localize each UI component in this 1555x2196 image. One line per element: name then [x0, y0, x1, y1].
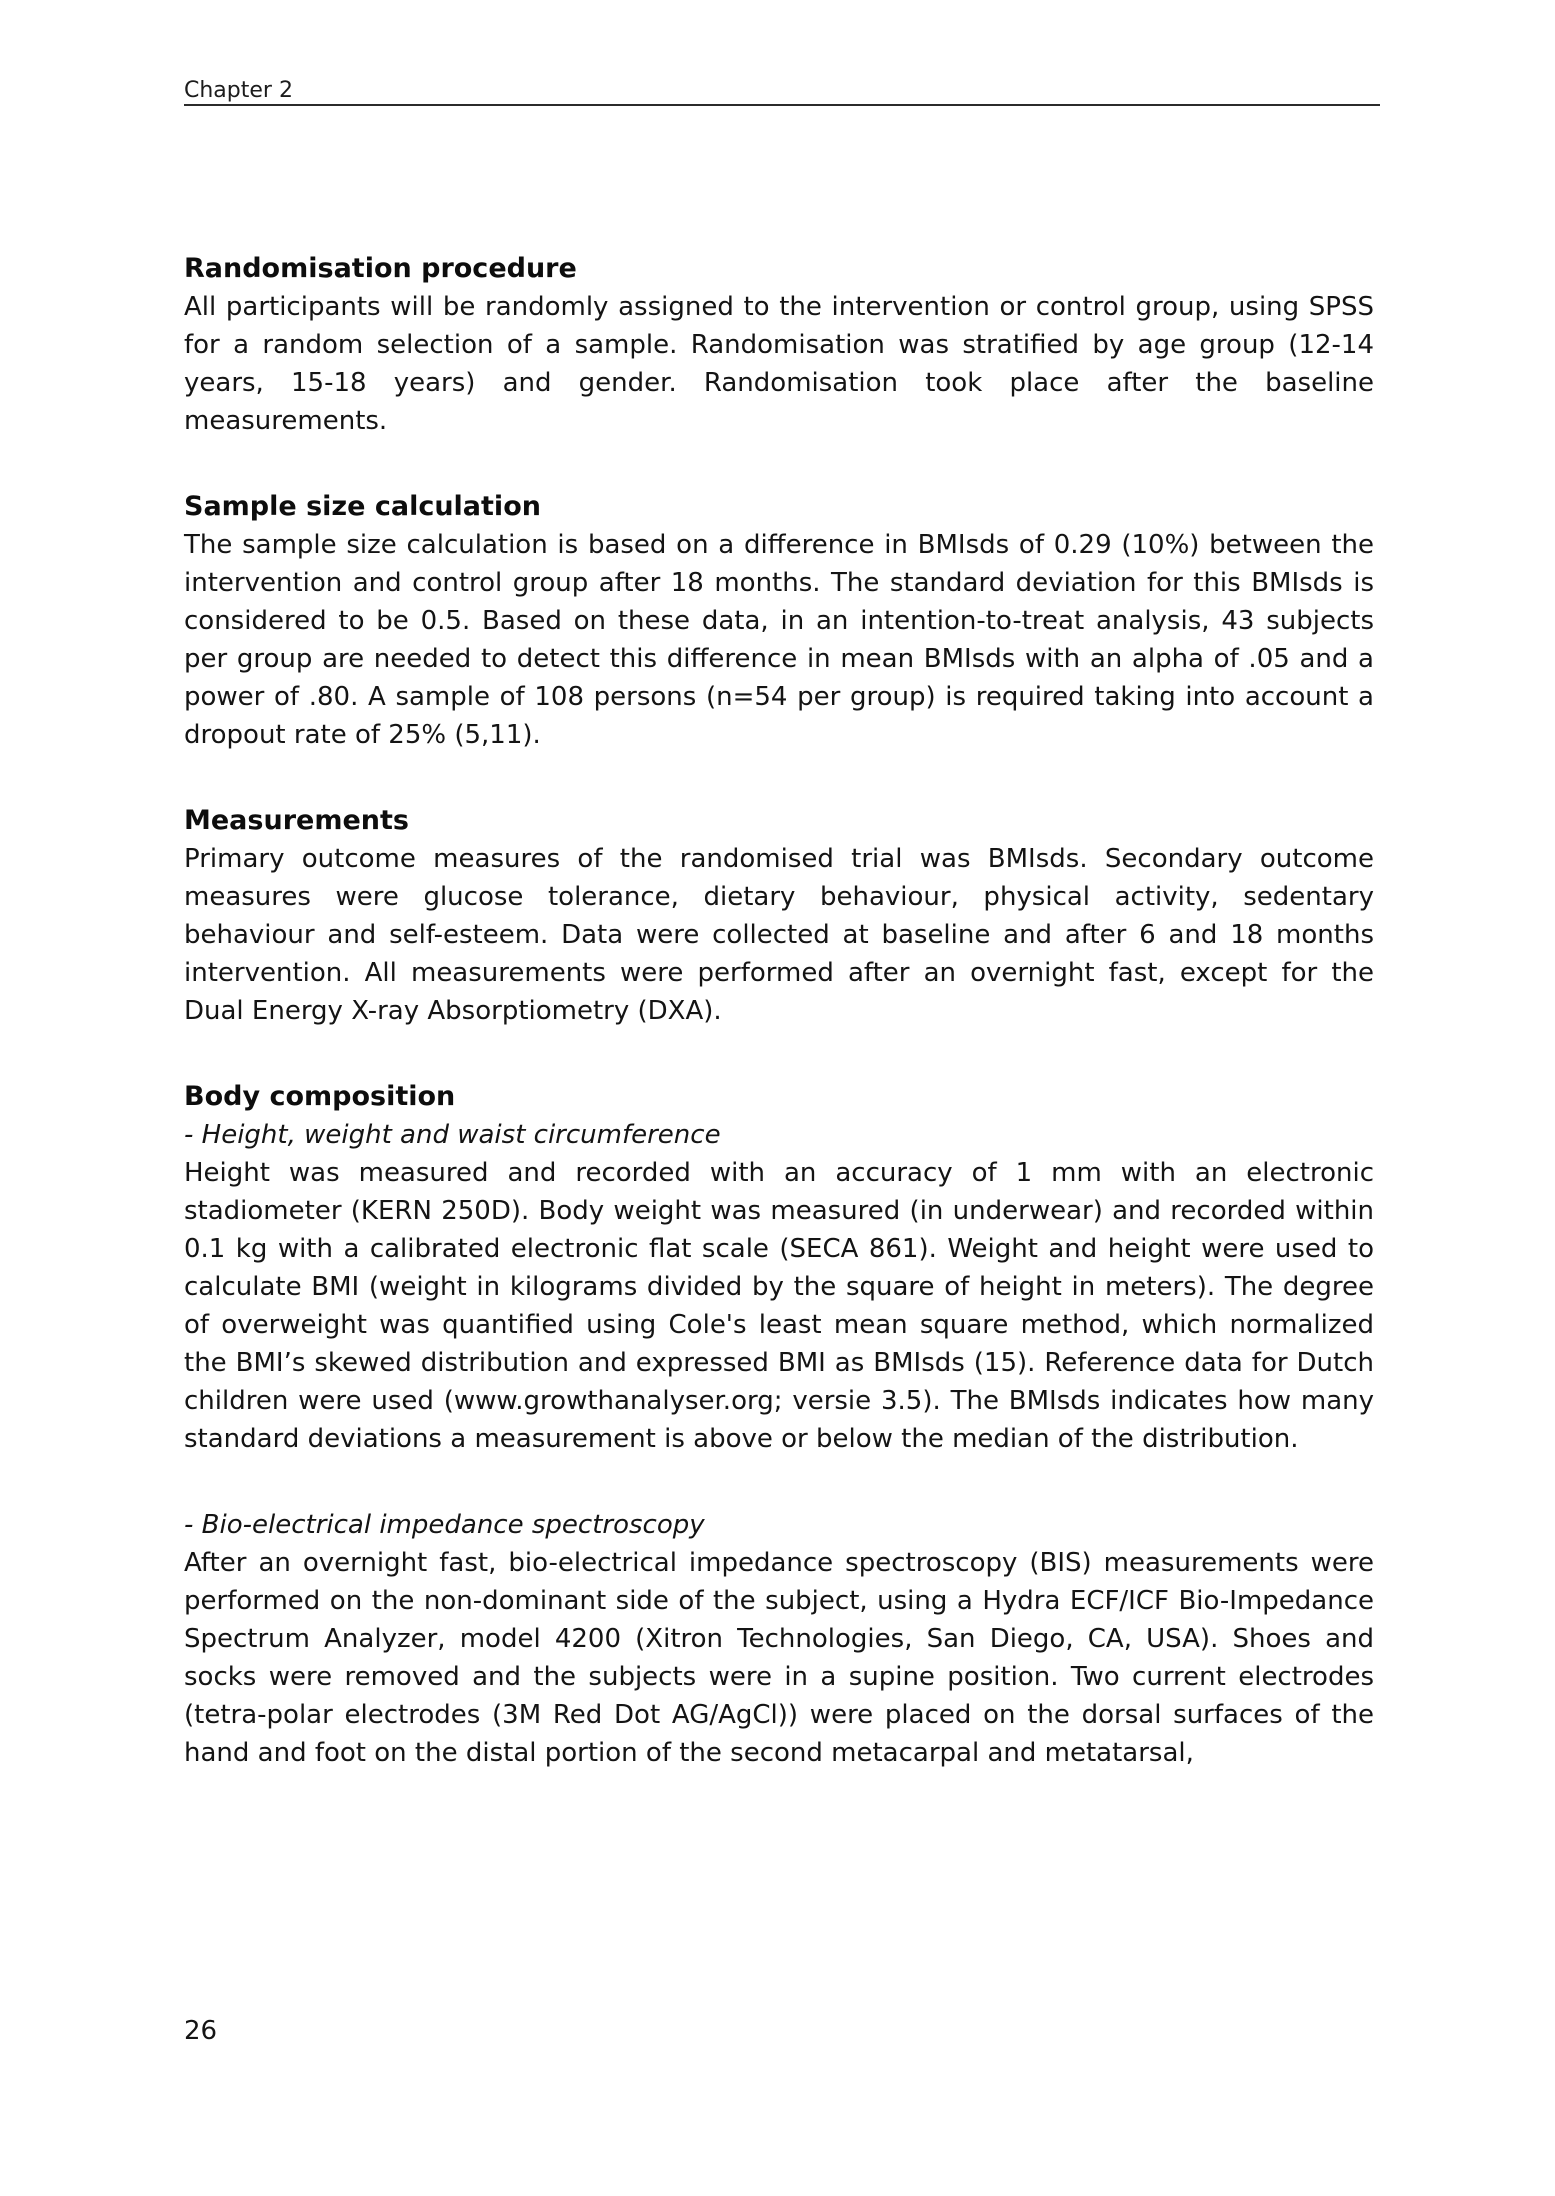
- section-heading-randomisation-procedure: Randomisation procedure: [184, 253, 577, 284]
- page-number: 26: [184, 2016, 218, 2046]
- section-randomisation-procedure: [184, 250, 1374, 440]
- section-subheading-height-weight-waist: - Height, weight and waist circumference: [184, 1120, 721, 1150]
- section-sample-size-calculation: [184, 488, 1374, 754]
- section-body-composition: [184, 1078, 1374, 1458]
- section-subheading-bio-electrical-impedance: - Bio-electrical impedance spectroscopy: [184, 1510, 705, 1540]
- section-paragraph: The sample size calculation is based on a difference in BMIsds of 0.29 (10%) between the intervention and control group after 18 months. The standard deviation for this BMIsds is considered to be 0.5. Based on these data, in an intention-to-treat analysis, 43 subjects per group are needed to detect this difference in mean BMIsds with an alpha of .05 and a power of .80. A sample of 108 persons (n=54 per group) is required taking into account a dropout rate of 25% (5,11).: [184, 530, 1374, 750]
- section-heading-measurements: Measurements: [184, 805, 409, 836]
- section-paragraph: All participants will be randomly assigned to the intervention or control group, using SPSS for a random selection of a sample. Randomisation was stratified by age group (12-14 years, 15-18 years) and gender. Randomisation took place after the baseline measurements.: [184, 292, 1374, 436]
- section-heading-sample-size-calculation: Sample size calculation: [184, 491, 541, 522]
- section-heading-body-composition: Body composition: [184, 1081, 456, 1112]
- section-measurements: [184, 802, 1374, 1030]
- header-rule: [184, 104, 1380, 106]
- section-paragraph: After an overnight fast, bio-electrical impedance spectroscopy (BIS) measurements were performed on the non-dominant side of the subject, using a Hydra ECF/ICF Bio-Impedance Spectrum Analyzer, model 4200 (Xitron Technologies, San Diego, CA, USA). Shoes and socks were removed and the subjects were in a supine position. Two current electrodes (tetra-polar electrodes (3M Red Dot AG/AgCl)) were placed on the dorsal surfaces of the hand and foot on the distal portion of the second metacarpal and metatarsal,: [184, 1548, 1374, 1768]
- section-bio-electrical-impedance: [184, 1506, 1374, 1772]
- page-content: [184, 250, 1374, 1772]
- running-header: Chapter 2: [184, 78, 293, 103]
- section-paragraph: Primary outcome measures of the randomised trial was BMIsds. Secondary outcome measures were glucose tolerance, dietary behaviour, physical activity, sedentary behaviour and self-esteem. Data were collected at baseline and after 6 and 18 months intervention. All measurements were performed after an overnight fast, except for the Dual Energy X-ray Absorptiometry (DXA).: [184, 844, 1374, 1026]
- section-paragraph: Height was measured and recorded with an accuracy of 1 mm with an electronic stadiometer (KERN 250D). Body weight was measured (in underwear) and recorded within 0.1 kg with a calibrated electronic flat scale (SECA 861). Weight and height were used to calculate BMI (weight in kilograms divided by the square of height in meters). The degree of overweight was quantified using Cole's least mean square method, which normalized the BMI’s skewed distribution and expressed BMI as BMIsds (15). Reference data for Dutch children were used (www.growthanalyser.org; versie 3.5). The BMIsds indicates how many standard deviations a measurement is above or below the median of the distribution.: [184, 1158, 1374, 1454]
